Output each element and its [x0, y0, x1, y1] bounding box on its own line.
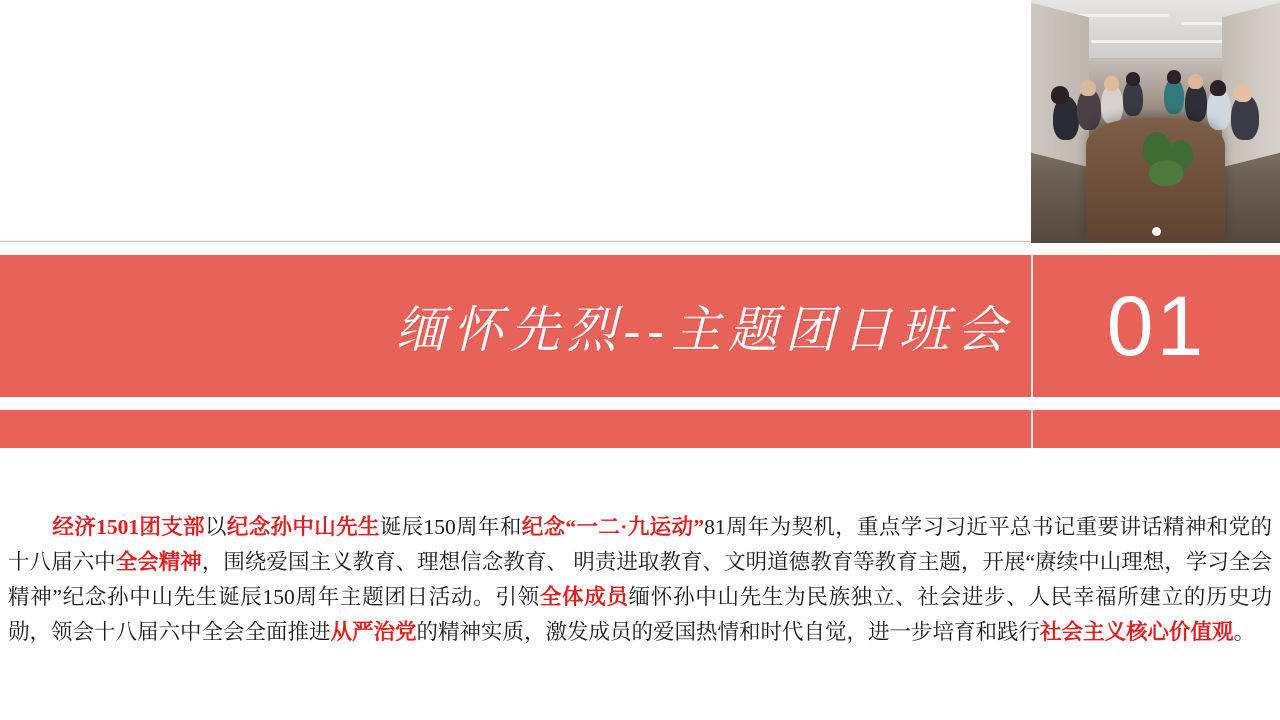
- highlighted-text: 从严治党: [330, 619, 417, 644]
- photo-person: [1167, 70, 1181, 84]
- highlighted-text: 经济1501团支部: [52, 514, 205, 539]
- photo-plant: [1149, 160, 1183, 186]
- body-text: 诞辰150周年和: [379, 514, 522, 539]
- photo-person: [1210, 80, 1226, 96]
- meeting-photo: [1031, 0, 1280, 243]
- divider-line: [0, 241, 1031, 242]
- photo-person: [1234, 84, 1252, 102]
- slide-title: 缅怀先烈--主题团日班会: [395, 302, 1013, 358]
- secondary-band-divider: [1031, 410, 1033, 448]
- photo-right-wall: [1222, 3, 1280, 167]
- highlighted-text: 社会主义核心价值观: [1040, 619, 1234, 644]
- secondary-band: [0, 410, 1280, 448]
- body-text: 以: [204, 514, 227, 539]
- photo-person: [1051, 86, 1069, 104]
- photo-person: [1188, 74, 1203, 89]
- photo-ceiling-light: [1091, 40, 1241, 43]
- highlighted-text: 全会精神: [115, 549, 202, 574]
- highlighted-text: 纪念孙中山先生: [226, 514, 380, 539]
- body-paragraph: [8, 510, 1272, 650]
- body-text: 的精神实质，激发成员的爱国热情和时代自觉，进一步培育和践行: [416, 619, 1041, 644]
- photo-person: [1080, 80, 1096, 96]
- highlighted-text: 全体成员: [539, 584, 629, 609]
- body-text: 缅怀孙中山先生为民族独立、社会进步、人民幸福所建立的历史功勋，领会十八届六中全会全面推进: [8, 584, 1272, 644]
- body-text: 。: [1233, 619, 1256, 644]
- photo-person: [1126, 72, 1140, 86]
- body-text: 81周年为契机，重点学习习近平总书记重要讲话精神和党的十八届六中: [8, 514, 1272, 574]
- photo-person: [1104, 76, 1119, 91]
- body-text: ，围绕爱国主义教育、理想信念教育、 明责进取教育、文明道德教育等教育主题，开展“赓续中山理想，学习全会精神”纪念孙中山先生诞辰150周年主题团日活动。引领: [8, 549, 1272, 609]
- highlighted-text: 纪念“一二·九运动”: [521, 514, 705, 539]
- photo-indicator-dot: [1152, 227, 1161, 236]
- section-number: 01: [1106, 278, 1207, 373]
